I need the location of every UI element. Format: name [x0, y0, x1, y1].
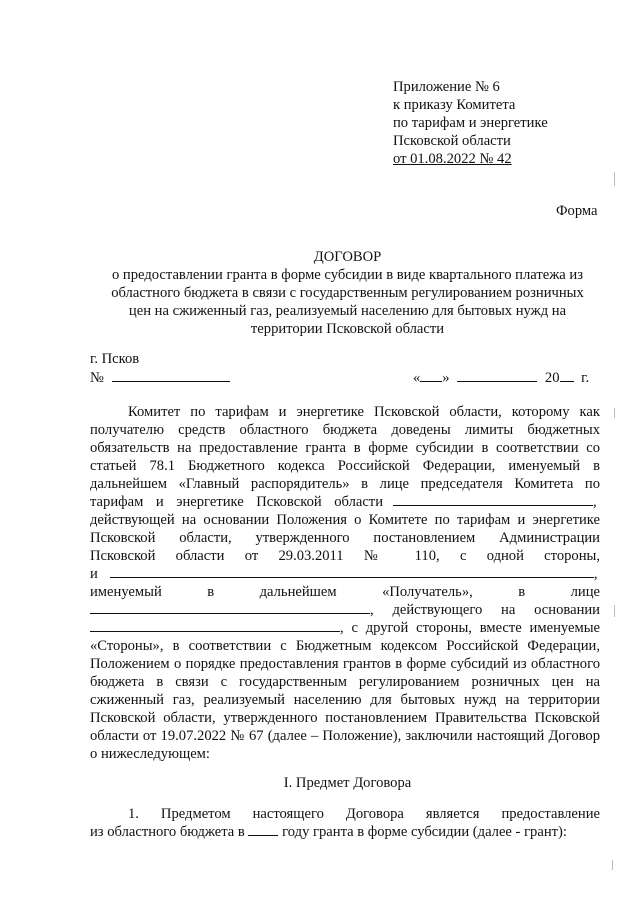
representative-blank — [90, 601, 370, 614]
body-line: Комитет по тарифам и энергетике Псковской области, которому как — [128, 404, 600, 420]
body-line: Положением о порядке предоставления грантов в форме субсидий из областного — [90, 656, 600, 672]
body-line: области от 19.07.2022 № 67 (далее – Положение), заключили настоящий Договор — [90, 728, 600, 744]
number-blank — [112, 369, 230, 382]
scan-artifact — [612, 860, 613, 870]
chairman-name-blank — [393, 493, 593, 506]
contract-date — [413, 369, 589, 387]
paragraph-text: году гранта в форме субсидии (далее - грант): — [282, 824, 567, 840]
document-subtitle-line: областного бюджета в связи с государственным регулированием розничных — [111, 285, 584, 301]
body-line-with-blank — [90, 619, 600, 637]
body-line: о нижеследующем: — [90, 746, 210, 762]
region-name: Псковской области — [393, 133, 511, 149]
body-line: дальнейшем «Главный распорядитель» в лице председателя Комитета по — [90, 476, 600, 492]
order-date-number: от 01.08.2022 № 42 — [393, 151, 512, 167]
scan-artifact — [614, 605, 615, 617]
comma: , — [593, 566, 598, 582]
body-line: , действующего на основании — [370, 602, 600, 618]
year-suffix: г. — [581, 370, 590, 386]
section-paragraph-line: 1. Предметом настоящего Договора является предоставление — [128, 806, 600, 822]
body-line: обязательств на предоставление гранта в форме субсидии в соответствии со — [90, 440, 600, 456]
body-line: Псковской области от 29.03.2011 № 110, с одной стороны, — [90, 548, 600, 564]
body-line: «Стороны», в соответствии с Бюджетным кодексом Российской Федерации, — [90, 638, 600, 654]
body-line: , с другой стороны, вместе именуемые — [340, 620, 600, 636]
contract-place: г. Псков — [90, 351, 140, 367]
body-line: действующей на основании Положения о Комитете по тарифам и энергетике — [90, 512, 600, 528]
body-line: именуемый в дальнейшем «Получатель», в лице — [90, 584, 600, 600]
basis-document-blank — [90, 619, 340, 632]
document-subtitle-line: цен на сжиженный газ, реализуемый населению для бытовых нужд на — [128, 303, 567, 319]
year-prefix: 20 — [544, 370, 560, 386]
body-line: Псковской области, утвержденного постановлением Правительства Псковской — [90, 710, 600, 726]
section-paragraph-line — [90, 823, 600, 841]
committee-name: по тарифам и энергетике — [393, 115, 548, 131]
body-line: и — [90, 566, 98, 582]
body-line: сжиженный газ, реализуемый населению для бытовых нужд на территории — [90, 692, 600, 708]
body-line: бюджета в связи с государственным регулированием розничных цен на — [90, 674, 600, 690]
document-title: ДОГОВОР — [313, 249, 382, 265]
number-sign: № — [90, 370, 104, 386]
recipient-name-blank — [110, 565, 594, 578]
comma: , — [593, 494, 597, 510]
year-blank — [248, 823, 278, 836]
month-blank — [457, 369, 537, 382]
body-line-with-blank — [90, 565, 600, 583]
contract-number — [90, 369, 230, 387]
date-close-quote: » — [442, 370, 450, 386]
body-line-with-blank — [90, 601, 600, 619]
section-heading: I. Предмет Договора — [283, 775, 412, 791]
body-line: получателю средств областного бюджета доведены лимиты бюджетных — [90, 422, 600, 438]
year-blank — [560, 369, 574, 382]
form-label: Форма — [556, 203, 598, 219]
body-line: Псковской области, утвержденного постановлением Администрации — [90, 530, 600, 546]
paragraph-text: из областного бюджета в — [90, 824, 245, 840]
document-subtitle-line: о предоставлении гранта в форме субсидии в виде квартального платежа из — [111, 267, 583, 283]
day-blank — [420, 369, 442, 382]
appendix-title: Приложение № 6 — [393, 79, 500, 95]
body-line: тарифам и энергетике Псковской области — [90, 494, 383, 510]
body-line: статьей 78.1 Бюджетного кодекса Российской Федерации, именуемый в — [90, 458, 600, 474]
scan-artifact — [614, 172, 615, 186]
order-reference: к приказу Комитета — [393, 97, 516, 113]
body-line-with-blank — [90, 493, 600, 511]
document-subtitle-line: территории Псковской области — [250, 321, 445, 337]
date-open-quote: « — [413, 370, 421, 386]
scan-artifact — [614, 408, 615, 418]
